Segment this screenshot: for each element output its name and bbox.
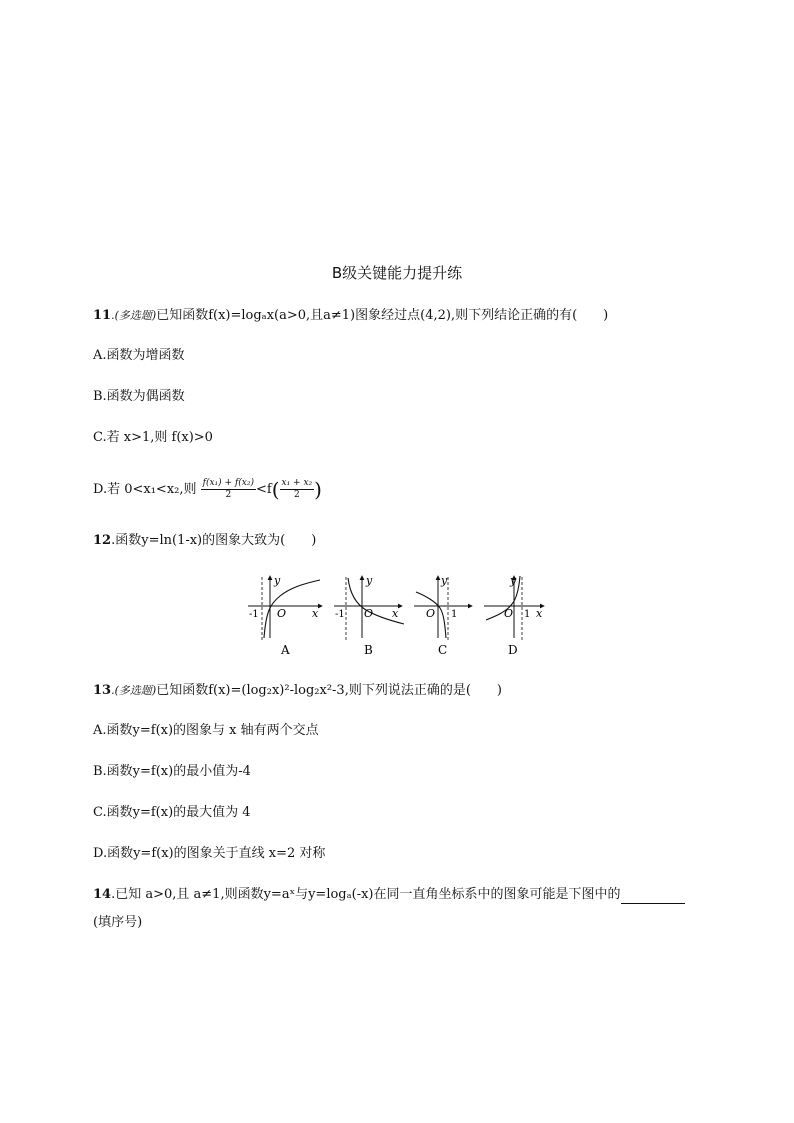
question-stem: .函数y=ln(1-x)的图象大致为( )	[111, 533, 317, 548]
option-b: B.函数y=f(x)的最小值为-4	[93, 764, 251, 779]
fraction-left-numerator: f(x₁) + f(x₂)	[202, 478, 254, 488]
fraction-left-denominator: 2	[225, 490, 232, 500]
question-number: 11	[93, 308, 112, 323]
fraction-right	[280, 478, 315, 501]
y-axis-label: y	[510, 574, 517, 587]
section-title: B级关键能力提升练	[331, 264, 463, 282]
y-axis-label: y	[441, 574, 448, 587]
x-axis-label: x	[536, 607, 543, 620]
y-axis-label: y	[366, 574, 373, 587]
question-11	[93, 307, 608, 325]
origin-label: O	[277, 607, 287, 620]
right-paren: )	[314, 477, 322, 502]
question-stem: .已知 a>0,且 a≠1,则函数y=aˣ与y=logₐ(-x)在同一直角坐标系中的图象可能是下图中的	[111, 887, 621, 902]
question-13	[93, 682, 502, 700]
option-c: C.若 x>1,则 f(x)>0	[93, 430, 213, 445]
option-d	[93, 478, 322, 501]
tick-1: 1	[524, 609, 531, 620]
fraction-left	[201, 478, 256, 501]
question-number: 13	[93, 683, 112, 698]
tick-1: 1	[451, 609, 458, 620]
graph-label-a: A	[281, 643, 290, 657]
option-d-prefix: D.若 0<x₁<x₂,则	[93, 482, 197, 497]
option-c: C.函数y=f(x)的最大值为 4	[93, 805, 251, 820]
graph-label-b: B	[364, 643, 373, 657]
fraction-right-denominator: 2	[293, 490, 300, 500]
left-paren: (	[271, 477, 280, 502]
answer-blank[interactable]	[621, 889, 685, 904]
fraction-right-numerator: x₁ + x₂	[281, 478, 313, 488]
tick-neg1: -1	[249, 609, 259, 620]
graph-label-c: C	[438, 643, 448, 657]
origin-label: O	[426, 607, 436, 620]
question-number: 12	[93, 533, 112, 548]
question-14-continuation: (填序号)	[93, 915, 143, 930]
y-axis-label: y	[274, 574, 281, 587]
answer-graphs	[240, 572, 560, 660]
option-d: D.函数y=f(x)的图象关于直线 x=2 对称	[93, 846, 326, 861]
question-12	[93, 532, 316, 550]
option-a: A.函数为增函数	[93, 348, 185, 363]
tick-neg1: -1	[335, 609, 345, 620]
graph-d	[484, 574, 544, 657]
option-a: A.函数y=f(x)的图象与 x 轴有两个交点	[93, 723, 319, 738]
question-stem: 已知函数f(x)=(log₂x)²-log₂x²-3,则下列说法正确的是( )	[156, 683, 502, 698]
question-tag: .(多选题)	[111, 309, 157, 322]
origin-label: O	[364, 607, 374, 620]
graph-a	[248, 574, 322, 657]
question-stem: 已知函数f(x)=logₐx(a>0,且a≠1)图象经过点(4,2),则下列结论正确的有( )	[156, 308, 609, 323]
x-axis-label: x	[312, 607, 319, 620]
x-axis-label: x	[392, 607, 399, 620]
option-d-compare: <f	[255, 482, 272, 497]
question-number: 14	[93, 887, 112, 902]
question-tag: .(多选题)	[111, 684, 157, 697]
graph-b	[334, 574, 404, 657]
graph-c	[414, 574, 472, 657]
origin-label: O	[504, 607, 514, 620]
option-b: B.函数为偶函数	[93, 389, 185, 404]
question-14	[93, 886, 685, 904]
graph-label-d: D	[508, 643, 518, 657]
